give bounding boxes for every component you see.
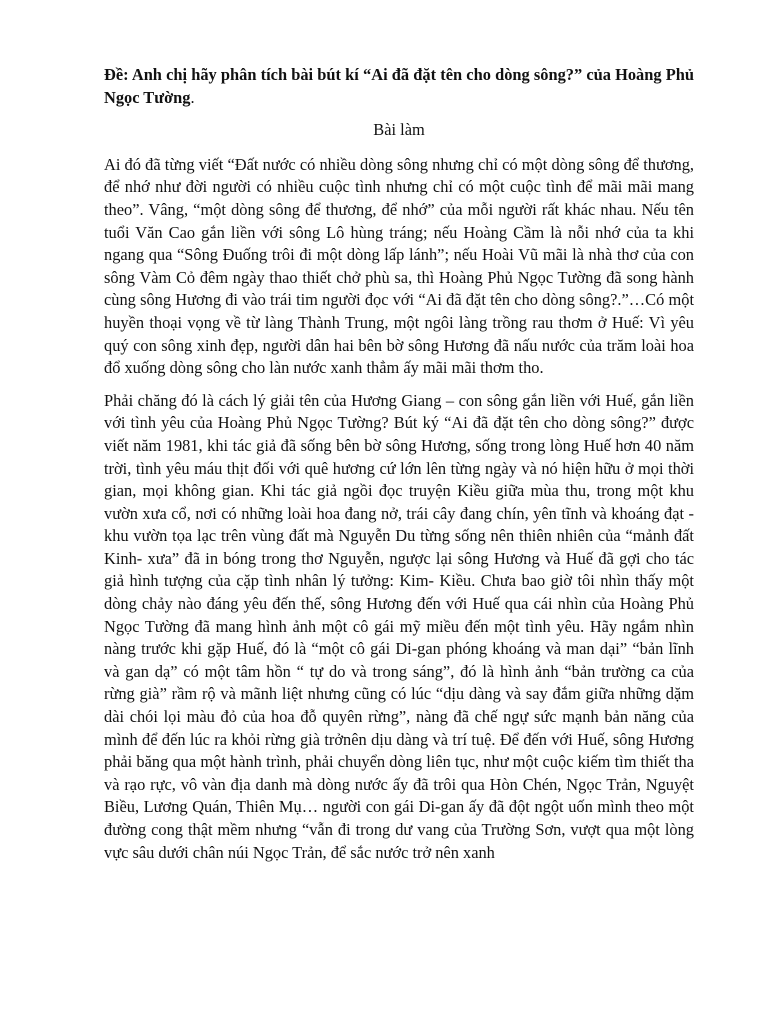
document-body bbox=[104, 64, 694, 874]
essay-prompt-period: . bbox=[190, 87, 195, 107]
essay-prompt-text: Đề: Anh chị hãy phân tích bài bút kí “Ai đã đặt tên cho dòng sông?” của Hoàng Phủ Ngọc Tường bbox=[104, 65, 694, 107]
essay-paragraph-2: Phải chăng đó là cách lý giải tên của Hương Giang – con sông gắn liền với Huế, gắn liền với tình yêu của Hoàng Phủ Ngọc Tường? Bút ký “Ai đã đặt tên cho dòng sông?” được viết năm 1981, khi tác giả đã sống bên bờ sông Hương, sống trong lòng Huế hơn 40 năm trời, tình yêu máu thịt đối với quê hương cứ lớn lên từng ngày và nó hiện hữu ở mọi thời gian, mọi không gian. Khi tác giả ngồi đọc truyện Kiều giữa mùa thu, trong một khu vườn xưa cổ, nơi có những loài hoa đang nở, trái cây đang chín, yên tĩnh và khoáng đạt - khu vườn tọa lạc trên vùng đất mà Nguyễn Du từng sống nên thiên nhiên của “mảnh đất Kinh- xưa” đã in bóng trong thơ Nguyễn, ngược lại sông Hương và Huế đã gợi cho tác giả hình tượng của cặp tình nhân lý tưởng: Kim- Kiều. Chưa bao giờ tôi nhìn thấy một dòng chảy nào đáng yêu đến thế, sông Hương đến với Huế qua cái nhìn của Hoàng Phủ Ngọc Tường đã mang hình ảnh một cô gái mỹ miều đến một tình yêu. Hãy ngắm nhìn nàng trước khi gặp Huế, đó là “một cô gái Di-gan phóng khoáng và man dại” “bản lĩnh và gan dạ” có một tâm hồn “ tự do và trong sáng”, đó là hình ảnh “bản trường ca của rừng già” rầm rộ và mãnh liệt nhưng cũng có lúc “dịu dàng và say đắm giữa những dặm dài chói lọi màu đỏ của hoa đỗ quyên rừng”, nàng đã chế ngự sức mạnh bản năng của mình để đến lúc ra khỏi rừng già trởnên dịu dàng và trí tuệ. Để đến với Huế, sông Hương phải băng qua một hành trình, phải chuyển dòng liên tục, như một cuộc kiếm tìm thiết tha và rạo rực, vô vàn địa danh mà dòng nước ấy đã trôi qua Hòn Chén, Ngọc Trản, Nguyệt Biều, Lương Quán, Thiên Mụ… người con gái Di-gan ấy đã đột ngột uốn mình theo một đường cong thật mềm nhưng “vẫn đi trong dư vang của Trường Sơn, vượt qua một lòng vực sâu dưới chân núi Ngọc Trản, để sắc nước trở nên xanh bbox=[104, 390, 694, 862]
essay-prompt-title bbox=[104, 64, 694, 109]
essay-heading: Bài làm bbox=[373, 120, 425, 140]
essay-paragraph-1: Ai đó đã từng viết “Đất nước có nhiều dòng sông nhưng chỉ có một dòng sông để thương, để nhớ như đời người có nhiều cuộc tình nhưng chỉ có một cuộc tình để mãi mãi mang theo”. Vâng, “một dòng sông để thương, để nhớ” của mỗi người rất khác nhau. Nếu tên tuổi Văn Cao gắn liền với sông Lô hùng tráng; nếu Hoàng Cầm là nỗi nhớ của ta khi ngang qua “Sông Đuống trôi đi một dòng lấp lánh”; nếu Hoài Vũ mãi là nhà thơ của con sông Vàm Cỏ đêm ngày thao thiết chở phù sa, thì Hoàng Phủ Ngọc Tường đã song hành cùng sông Hương đi vào trái tim người đọc với “Ai đã đặt tên cho dòng sông?.”…Có một huyền thoại vọng về từ làng Thành Trung, một ngôi làng trồng rau thơm ở Huế: Vì yêu quý con sông xinh đẹp, người dân hai bên bờ sông Hương đã nấu nước của trăm loài hoa đổ xuống dòng sông cho làn nước xanh thẳm ấy mãi mãi thơm tho. bbox=[104, 154, 694, 378]
